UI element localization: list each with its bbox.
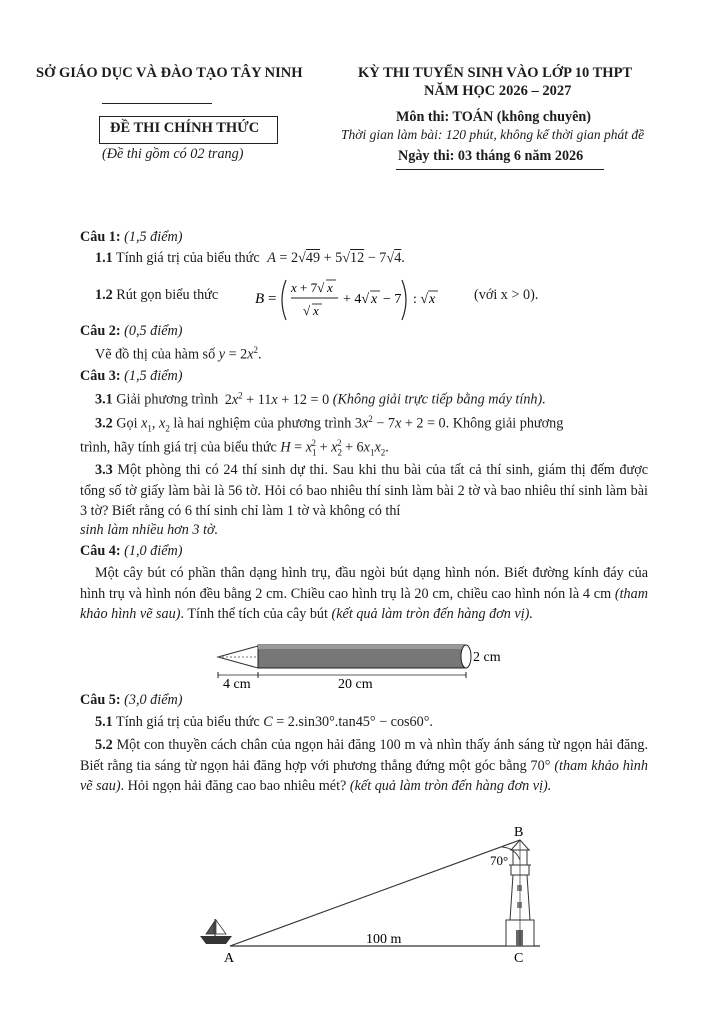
svg-text:: √: : √ [413, 292, 429, 307]
question-3-3-last: sinh làm nhiều hơn 3 tờ. [80, 522, 219, 538]
subject: Môn thi: TOÁN (không chuyên) [396, 109, 591, 125]
question-2-text: Vẽ đồ thị của hàm số $y = 2x^2$. [95, 345, 262, 363]
cone-height-label: 4 cm [223, 677, 251, 692]
point-C-label: C [514, 951, 524, 966]
boat-icon [200, 919, 232, 944]
formula-B [253, 270, 463, 326]
svg-text:x: x [371, 292, 378, 307]
point-A-label: A [224, 951, 235, 966]
pen-figure [210, 640, 520, 692]
question-2-heading: Câu 2: (0,5 điểm) [80, 323, 183, 339]
svg-text:x: x [291, 280, 297, 295]
question-3-1: 3.1 Giải phương trình $2x^2 + 11x + 12 = 0$ (Không giải trực tiếp bằng máy tính). [95, 390, 546, 408]
diameter-label: 2 cm [473, 650, 501, 665]
question-3-3: 3.3 Một phòng thi có 24 thí sinh dự thi. Sau khi thu bài của tất cả thí sinh, giám thị đếm được tổng số tờ giấy làm bài là 56 tờ. Hỏi có bao nhiêu thí sinh làm bài 2 tờ và bao nhiêu thí sinh làm bài 3 tờ? Biết rằng có 6 thí sinh chỉ làm 1 tờ và không có thí [80, 462, 649, 519]
svg-text:+ 4√: + 4√ [343, 292, 370, 307]
point-B-label: B [514, 825, 524, 840]
svg-text:x: x [429, 292, 436, 307]
question-1-1: 1.1 Tính giá trị của biểu thức A = 2√49 + 5√12 − 7√4. [95, 250, 405, 266]
svg-text:x: x [313, 303, 319, 318]
school-year: NĂM HỌC 2026 – 2027 [424, 83, 572, 99]
svg-text:√: √ [303, 303, 311, 318]
exam-date: Ngày thi: 03 tháng 6 năm 2026 [398, 148, 584, 164]
question-5-heading: Câu 5: (3,0 điểm) [80, 692, 183, 708]
question-1-2-condition: (với x > 0). [474, 287, 539, 303]
question-3-heading: Câu 3: (1,5 điểm) [80, 368, 183, 384]
svg-text:=: = [268, 291, 277, 307]
svg-text:x: x [327, 280, 333, 295]
question-4-heading: Câu 4: (1,0 điểm) [80, 543, 183, 559]
svg-text:− 7: − 7 [383, 292, 402, 307]
angle-label: 70° [490, 853, 509, 868]
question-1-heading: Câu 1: (1,5 điểm) [80, 229, 183, 245]
official-label: ĐỀ THI CHÍNH THỨC [110, 120, 260, 136]
department-name: SỞ GIÁO DỤC VÀ ĐÀO TẠO TÂY NINH [36, 65, 303, 81]
svg-text:+ 7√: + 7√ [300, 280, 325, 295]
question-1-2: 1.2 Rút gọn biểu thức [95, 287, 219, 303]
svg-text:B: B [255, 291, 265, 307]
exam-time: Thời gian làm bài: 120 phút, không kể thời gian phát đề [341, 127, 645, 142]
question-4-text: Một cây bút có phần thân dạng hình trụ, đầu ngòi bút dạng hình nón. Biết đường kính đáy của hình trụ và hình nón đều bằng 2 cm. Chiều cao hình trụ là 20 cm, chiều cao hình nón là 4 cm (tham khảo hình vẽ sau). Tính thể tích của cây bút (kết quả làm tròn đến hàng đơn vị). [80, 565, 648, 622]
exam-name: KỲ THI TUYỂN SINH VÀO LỚP 10 THPT [358, 65, 633, 81]
formula-A: A = 2√49 + 5√12 − 7√4. [267, 250, 405, 266]
question-3-2-line2: trình, hãy tính giá trị của biểu thức $H = x_1^2 + x_2^2 + 6x_1x_2$. [80, 438, 389, 458]
question-5-1: 5.1 Tính giá trị của biểu thức C = 2.sin30°.tan45° − cos60°. [95, 714, 433, 730]
distance-label: 100 m [366, 932, 402, 947]
lighthouse-icon [506, 840, 534, 946]
header-underline-right [396, 169, 604, 170]
page-count: (Đề thi gồm có 02 trang) [102, 146, 244, 162]
question-5-2: 5.2 Một con thuyền cách chân của ngọn hải đăng 100 m và nhìn thấy ánh sáng từ ngọn hải đăng. Biết rằng tia sáng từ ngọn hải đăng hợp với phương thẳng đứng một góc bằng 70° (tham khảo hình vẽ sau). Hỏi ngọn hải đăng cao bao nhiêu mét? (kết quả làm tròn đến hàng đơn vị). [80, 737, 648, 794]
header-underline-left [102, 103, 212, 104]
lighthouse-figure [180, 820, 560, 970]
question-3-2: 3.2 Gọi $x_1$, $x_2$ là hai nghiệm của phương trình $3x^2 - 7x + 2 = 0$. Không giải phương [95, 414, 564, 434]
cylinder-height-label: 20 cm [338, 677, 373, 692]
